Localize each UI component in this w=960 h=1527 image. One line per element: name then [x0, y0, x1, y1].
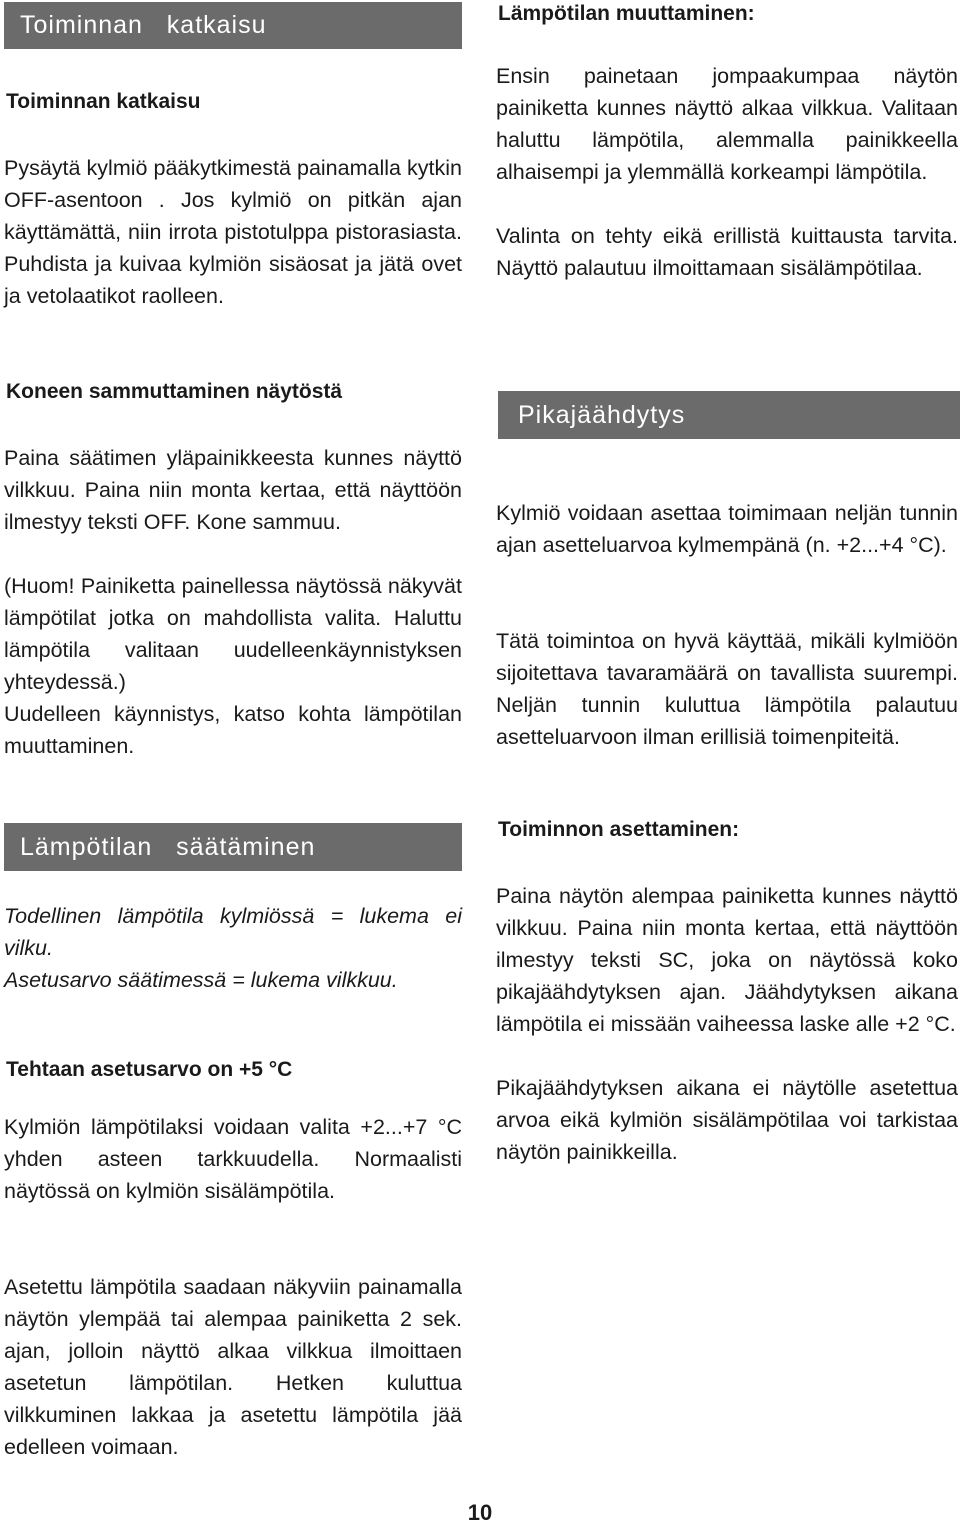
heading-activation: Toiminnon asettaminen:: [498, 818, 740, 841]
italic-actual-temperature: Todellinen lämpötila kylmiössä = lukema ei vilku.: [4, 904, 462, 960]
heading-factory-setpoint: Tehtaan asetusarvo on +5 °C: [6, 1058, 293, 1081]
section-banner-temperature-setting: [4, 823, 462, 871]
heading-display-shutdown: Koneen sammuttaminen näytöstä: [6, 380, 343, 403]
section-banner-quick-cooling: [498, 391, 960, 439]
paragraph-note: (Huom! Painiketta painellessa näytössä näkyvät lämpötilat jotka on mahdollista valita. Haluttu lämpötila valitaan uudelleenkäynnistyksen yhteydessä.): [4, 574, 462, 694]
paragraph-activation: Paina näytön alempaa painiketta kunnes näyttö vilkkuu. Paina niin monta kertaa, että näyttöön ilmestyy teksti SC, joka on näytössä koko pikajäähdytyksen ajan. Jäähdytyksen aikana lämpötila ei missään vaiheessa laske alle +2 °C.: [496, 884, 958, 1036]
paragraph-quick-cooling: Kylmiö voidaan asettaa toimimaan neljän tunnin ajan asetteluarvoa kylmempänä (n. +2...+4 °C).: [496, 501, 958, 557]
italic-setpoint: Asetusarvo säätimessä = lukema vilkkuu.: [4, 968, 398, 992]
paragraph-change-temperature: Ensin painetaan jompaakumpaa näytön painiketta kunnes näyttö alkaa vilkkua. Valitaan haluttu lämpötila, alemmalla painikkeella alhaisempi ja ylemmällä korkeampi lämpötila.: [496, 64, 958, 184]
heading-change-temperature: Lämpötilan muuttaminen:: [498, 2, 755, 25]
heading-shutdown: Toiminnan katkaisu: [6, 90, 201, 113]
page-number: 10: [467, 1500, 493, 1525]
paragraph-temperature-range: Kylmiön lämpötilaksi voidaan valita +2...+7 °C yhden asteen tarkkuudella. Normaalisti näytössä on kylmiön sisälämpötila.: [4, 1115, 462, 1203]
paragraph-restart: Uudelleen käynnistys, katso kohta lämpötilan muuttaminen.: [4, 702, 462, 758]
paragraph-display-shutdown: Paina säätimen yläpainikkeesta kunnes näyttö vilkkuu. Paina niin monta kertaa, että näyttöön ilmestyy teksti OFF. Kone sammuu.: [4, 446, 462, 534]
paragraph-shutdown: Pysäytä kylmiö pääkytkimestä painamalla kytkin OFF-asentoon . Jos kylmiö on pitkän ajan käyttämättä, niin irrota pistotulppa pistorasiasta. Puhdista ja kuivaa kylmiön sisäosat ja jätä ovet ja vetolaatikot raolleen.: [4, 156, 462, 308]
paragraph-quick-cooling-usage: Tätä toimintoa on hyvä käyttää, mikäli kylmiöön sijoitettava tavaramäärä on tavallista suurempi. Neljän tunnin kuluttua lämpötila palautuu asetteluarvoon ilman erillisiä toimenpiteitä.: [496, 629, 958, 749]
paragraph-show-setpoint: Asetettu lämpötila saadaan näkyviin painamalla näytön ylempää tai alempaa painiketta 2 sek. ajan, jolloin näyttö alkaa vilkkua ilmoittaen asetetun lämpötilan. Hetken kuluttua vilkkuminen lakkaa ja asetettu lämpötila jää edelleen voimaan.: [4, 1275, 462, 1459]
banner-title: Lämpötilan säätäminen: [20, 832, 316, 861]
banner-title: Toiminnan katkaisu: [20, 11, 267, 39]
section-banner-shutdown: [4, 2, 462, 49]
banner-title: Pikajäähdytys: [518, 400, 686, 429]
paragraph-confirmation: Valinta on tehty eikä erillistä kuittausta tarvita. Näyttö palautuu ilmoittamaan sisälämpötilaa.: [496, 224, 958, 280]
paragraph-quick-cooling-note: Pikajäähdytyksen aikana ei näytölle asetettua arvoa eikä kylmiön sisälämpötilaa voi tarkistaa näytön painikkeilla.: [496, 1076, 958, 1164]
